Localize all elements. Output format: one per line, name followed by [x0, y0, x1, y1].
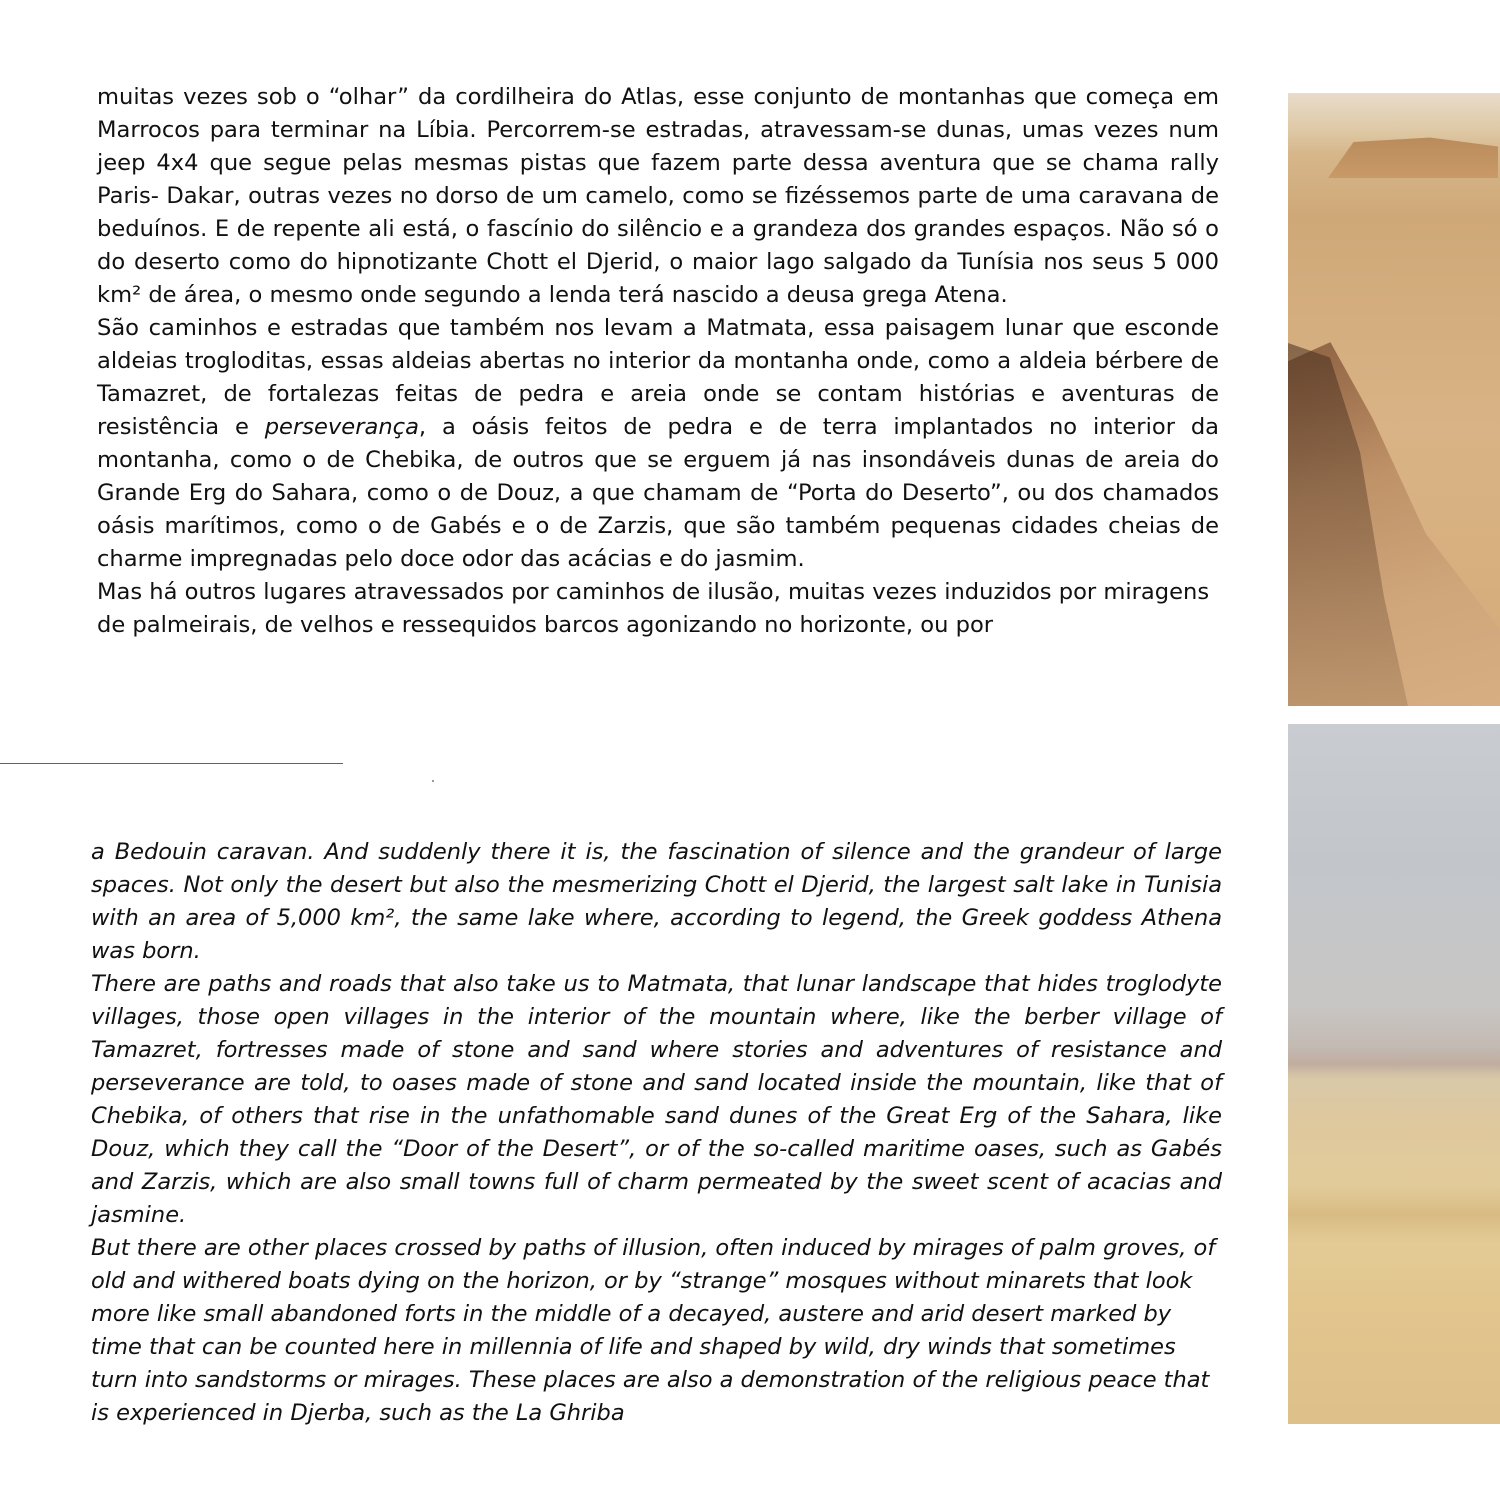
portuguese-text-run: São caminhos e estradas que também nos levam a Matmata, essa paisagem lunar que esconde aldeias trogloditas, essas aldeias abertas no interior da montanha onde, como a aldeia bérbere de Tamazret, de fortalezas feitas de pedra e areia onde se contam histórias e aventuras de resistência e — [97, 315, 1219, 440]
footnote-rule — [0, 763, 343, 764]
portuguese-emphasis: perseverança — [264, 414, 419, 440]
portuguese-paragraph — [97, 312, 1219, 576]
portuguese-text-block — [97, 81, 1219, 642]
english-paragraph: There are paths and roads that also take us to Matmata, that lunar landscape that hides troglodyte villages, those open villages in the interior of the mountain where, like the berber village of Tamazret, fortresses made of stone and sand where stories and adventures of resistance and perseverance are told, to oases made of stone and sand located inside the mountain, like that of Chebika, of others that rise in the unfathomable sand dunes of the Great Erg of the Sahara, like Douz, which they call the “Door of the Desert”, or of the so-called maritime oases, such as Gabés and Zarzis, which are also small towns full of charm permeated by the sweet scent of acacias and jasmine. — [91, 971, 1222, 1228]
desert-rock-formation-photo — [1288, 93, 1500, 706]
english-paragraph: a Bedouin caravan. And suddenly there it is, the fascination of silence and the grandeur of large spaces. Not only the desert but also the mesmerizing Chott el Djerid, the largest salt lake in Tunisia with an area of 5,000 km², the same lake where, according to legend, the Greek goddess Athena was born. — [91, 839, 1222, 964]
stray-dot — [432, 780, 434, 782]
english-text-block — [91, 836, 1222, 1430]
portuguese-paragraph: Mas há outros lugares atravessados por caminhos de ilusão, muitas vezes induzidos por miragens de palmeirais, de velhos e ressequidos barcos agonizando no horizonte, ou por — [97, 579, 1210, 638]
portuguese-paragraph: muitas vezes sob o “olhar” da cordilheira do Atlas, esse conjunto de montanhas que começa em Marrocos para terminar na Líbia. Percorrem-se estradas, atravessam-se dunas, umas vezes num jeep 4x4 que segue pelas mesmas pistas que fazem parte dessa aventura que se chama rally Paris- Dakar, outras vezes no dorso de um camelo, como se fizéssemos parte de uma caravana de beduínos. E de repente ali está, o fascínio do silêncio e a grandeza dos grandes espaços. Não só o do deserto como do hipnotizante Chott el Djerid, o maior lago salgado da Tunísia nos seus 5 000 km² de área, o mesmo onde segundo a lenda terá nascido a deusa grega Atena. — [97, 84, 1219, 308]
portuguese-text-run: , a oásis feitos de pedra e de terra implantados no interior da montanha, como o de Chebika, de outros que se erguem já nas insondáveis dunas de areia do Grande Erg do Sahara, como o de Douz, a que chamam de “Porta do Deserto”, ou dos chamados oásis marítimos, como o de Gabés e o de Zarzis, que são também pequenas cidades cheias de charme impregnadas pelo doce odor das acácias e do jasmim. — [97, 414, 1220, 572]
distant-ridge — [1328, 133, 1498, 178]
salt-lake-horizon-photo — [1288, 724, 1500, 1424]
horizon-haze — [1288, 1049, 1500, 1079]
english-paragraph: But there are other places crossed by paths of illusion, often induced by mirages of palm groves, of old and withered boats dying on the horizon, or by “strange” mosques without minarets that look more like small abandoned forts in the middle of a decayed, austere and arid desert marked by time that can be counted here in millennia of life and shaped by wild, dry winds that sometimes turn into sandstorms or mirages. These places are also a demonstration of the religious peace that is experienced in Djerba, such as the La Ghriba — [91, 1235, 1216, 1426]
sand-band — [1288, 1184, 1500, 1244]
